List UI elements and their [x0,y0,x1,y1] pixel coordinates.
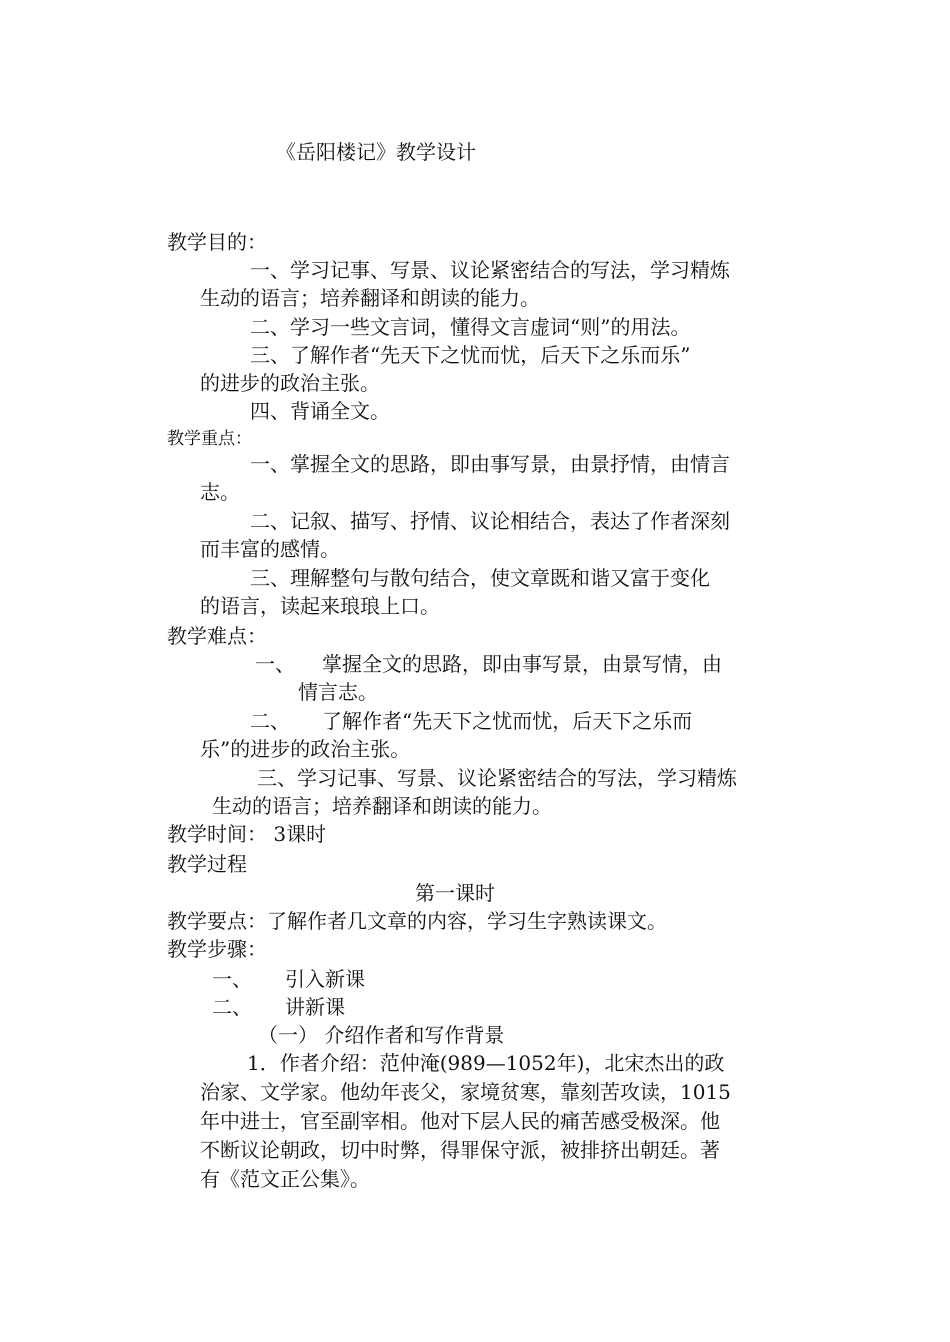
author-intro-line-2: 治家、文学家。他幼年丧父，家境贫寒，靠刻苦攻读，1015 [200,1080,731,1104]
page-title: 《岳阳楼记》教学设计 [276,140,476,164]
author-intro-line-1: 1．作者介绍：范仲淹(989—1052年)，北宋杰出的政 [247,1051,725,1075]
objective-2: 二、学习一些文言词，懂得文言虚词“则”的用法。 [250,315,691,339]
teaching-time: 教学时间： 3课时 [167,822,327,846]
key-point-3-line-2: 的语言，读起来琅琅上口。 [200,594,440,618]
difficulty-1-line-2: 情言志。 [298,680,378,704]
key-point-1-line-1: 一、掌握全文的思路，即由事写景，由景抒情，由情言 [250,452,730,476]
step-1-number: 一、 [212,967,252,991]
key-point-1-line-2: 志。 [200,480,240,504]
difficulty-3-line-1: 三、学习记事、写景、议论紧密结合的写法，学习精炼 [257,766,737,790]
key-points-heading: 教学重点： [167,429,252,449]
lesson-1-key-points: 教学要点：了解作者几文章的内容，学习生字熟读课文。 [167,909,667,933]
key-point-2-line-1: 二、记叙、描写、抒情、议论相结合，表达了作者深刻 [250,509,730,533]
objective-3-line-2: 的进步的政治主张。 [200,371,380,395]
difficulty-2-number: 二、 [250,709,290,733]
step-2-number: 二、 [212,995,252,1019]
difficulty-3-line-2: 生动的语言；培养翻译和朗读的能力。 [212,794,552,818]
step-1-label: 引入新课 [285,967,365,991]
difficulties-heading: 教学难点： [167,624,267,648]
author-intro-line-5: 有《范文正公集》。 [200,1167,370,1191]
key-point-2-line-2: 而丰富的感情。 [200,537,340,561]
objective-1-line-1: 一、学习记事、写景、议论紧密结合的写法，学习精炼 [250,258,730,282]
teaching-process-heading: 教学过程 [167,852,247,876]
objective-3-line-1: 三、了解作者“先天下之忧而忧，后天下之乐而乐” [250,343,691,367]
objectives-heading: 教学目的： [167,230,267,254]
step-2-label: 讲新课 [285,995,345,1019]
key-point-3-line-1: 三、理解整句与散句结合，使文章既和谐又富于变化 [250,566,710,590]
difficulty-2-line-2: 乐”的进步的政治主张。 [200,737,411,761]
difficulty-1-number: 一、 [255,652,295,676]
lesson-1-heading: 第一课时 [415,881,495,905]
author-intro-line-3: 年中进士，官至副宰相。他对下层人民的痛苦感受极深。他 [200,1109,720,1133]
subsection-1-heading: （一） 介绍作者和写作背景 [258,1023,505,1047]
difficulty-1-line-1: 掌握全文的思路，即由事写景，由景写情，由 [322,652,722,676]
steps-heading: 教学步骤： [167,937,267,961]
objective-4: 四、背诵全文。 [250,399,390,423]
difficulty-2-line-1: 了解作者“先天下之忧而忧，后天下之乐而 [322,709,693,733]
author-intro-line-4: 不断议论朝政，切中时弊，得罪保守派，被排挤出朝廷。著 [200,1138,720,1162]
objective-1-line-2: 生动的语言；培养翻译和朗读的能力。 [200,286,540,310]
